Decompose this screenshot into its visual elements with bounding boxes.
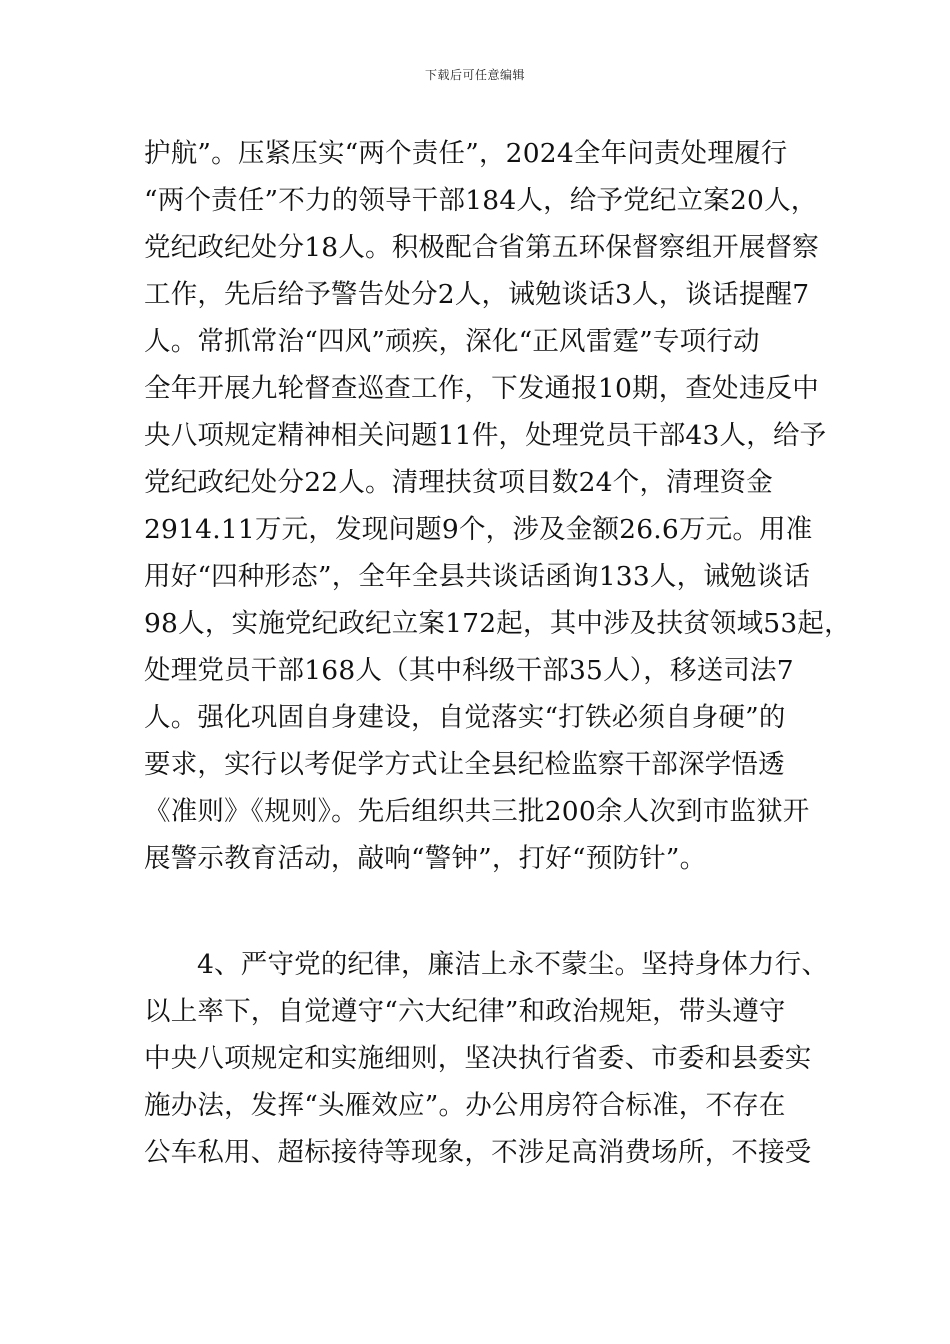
text-line: 人。强化巩固自身建设，自觉落实“打铁必须自身硬”的	[144, 702, 786, 733]
text-line: 展警示教育活动，敲响“警钟”，打好“预防针”。	[144, 843, 707, 874]
text-line: 2914.11万元，发现问题9个，涉及金额26.6万元。用准	[144, 514, 813, 545]
paragraph-2	[144, 941, 829, 1176]
text-line: 护航”。压紧压实“两个责任”，2024全年问责处理履行	[144, 138, 788, 169]
text-line: 公车私用、超标接待等现象，不涉足高消费场所，不接受	[144, 1137, 812, 1168]
text-line: 中央八项规定和实施细则，坚决执行省委、市委和县委实	[144, 1043, 812, 1074]
text-line: 人。常抓常治“四风”顽疾，深化“正风雷霆”专项行动	[144, 326, 760, 357]
text-line: 用好“四种形态”，全年全县共谈话函询133人，诫勉谈话	[144, 561, 811, 592]
page-header: 下载后可任意编辑	[424, 68, 525, 82]
text-line: 4、严守党的纪律，廉洁上永不蒙尘。坚持身体力行、	[197, 949, 829, 980]
text-line: 党纪政纪处分22人。清理扶贫项目数24个，清理资金	[144, 467, 773, 498]
text-line: 要求，实行以考促学方式让全县纪检监察干部深学悟透	[144, 749, 785, 780]
document-body	[144, 130, 851, 1176]
text-line: 施办法，发挥“头雁效应”。办公用房符合标准，不存在	[144, 1090, 786, 1121]
text-line: 《准则》《规则》。先后组织共三批200余人次到市监狱开	[144, 796, 810, 827]
text-line: 央八项规定精神相关问题11件，处理党员干部43人，给予	[144, 420, 827, 451]
paragraph-1	[144, 130, 851, 882]
text-line: 处理党员干部168人（其中科级干部35人），移送司法7	[144, 655, 794, 686]
text-line: 党纪政纪处分18人。积极配合省第五环保督察组开展督察	[144, 232, 819, 263]
text-line: 工作，先后给予警告处分2人，诫勉谈话3人，谈话提醒7	[144, 279, 810, 310]
text-line: 全年开展九轮督查巡查工作，下发通报10期，查处违反中	[144, 373, 819, 404]
paragraph-spacer	[144, 882, 824, 941]
text-line: 以上率下，自觉遵守“六大纪律”和政治规矩，带头遵守	[144, 996, 786, 1027]
text-line: 98人，实施党纪政纪立案172起，其中涉及扶贫领域53起，	[144, 608, 851, 639]
text-line: “两个责任”不力的领导干部184人，给予党纪立案20人，	[144, 185, 818, 216]
